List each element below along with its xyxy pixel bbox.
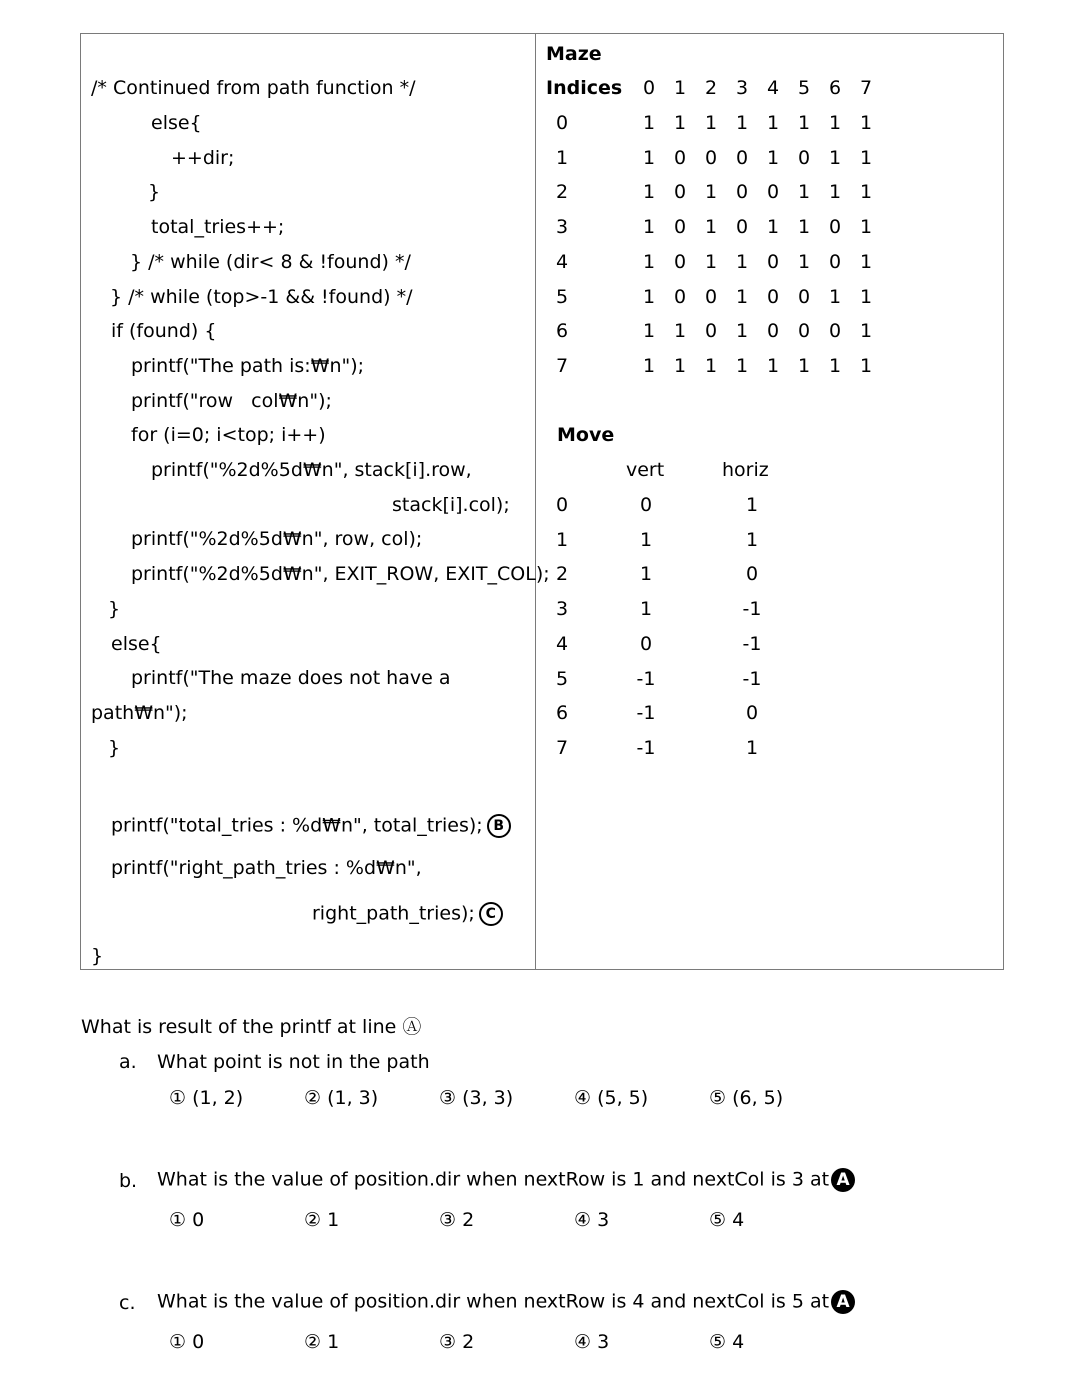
maze-col-header: 0: [642, 77, 656, 99]
code-line-19: }: [108, 737, 121, 759]
maze-cell: 0: [735, 181, 749, 204]
code-line-17: printf("The maze does not have a: [131, 667, 451, 689]
move-horiz-value: 0: [745, 702, 759, 725]
maze-cell: 1: [828, 146, 842, 169]
move-row-index: 1: [555, 528, 569, 551]
maze-col-header: 4: [766, 77, 780, 99]
maze-cell: 0: [673, 285, 687, 308]
question-a-option-2[interactable]: ② (1, 3): [304, 1087, 379, 1109]
question-a-option-3[interactable]: ③ (3, 3): [439, 1087, 514, 1109]
maze-cell: 0: [673, 216, 687, 239]
code-line-0: /* Continued from path function */: [91, 77, 416, 99]
move-vert-value: 1: [639, 563, 653, 586]
maze-cell: 0: [704, 320, 718, 343]
maze-cell: 1: [642, 216, 656, 239]
maze-cell: 1: [673, 320, 687, 343]
question-a-option-4[interactable]: ④ (5, 5): [574, 1087, 649, 1109]
move-vert-value: 0: [639, 632, 653, 655]
maze-cell: 1: [859, 216, 873, 239]
maze-cell: 1: [673, 112, 687, 134]
maze-cell: 1: [704, 216, 718, 239]
move-row-index: 3: [555, 598, 569, 621]
question-c-option-1[interactable]: ① 0: [169, 1331, 205, 1353]
maze-col-header: 6: [828, 77, 842, 99]
question-c-option-4[interactable]: ④ 3: [574, 1331, 610, 1353]
maze-cell: 1: [859, 320, 873, 343]
question-a-label: a.: [119, 1051, 137, 1073]
maze-cell: 1: [828, 181, 842, 204]
question-b-option-1[interactable]: ① 0: [169, 1209, 205, 1231]
maze-cell: 0: [673, 250, 687, 273]
question-c-text: What is the value of position.dir when nextRow is 4 and nextCol is 5 at A: [157, 1290, 855, 1314]
maze-cell: 1: [735, 285, 749, 308]
maze-cell: 1: [642, 112, 656, 134]
maze-cell: 1: [704, 250, 718, 273]
code-line-20: printf("total_tries : %d₩n", total_tries); B: [111, 814, 511, 838]
move-vert-value: -1: [636, 702, 656, 725]
move-horiz-header: horiz: [722, 459, 769, 481]
maze-cell: 1: [704, 181, 718, 204]
maze-cell: 1: [766, 354, 780, 377]
maze-cell: 1: [828, 354, 842, 377]
maze-cell: 1: [735, 250, 749, 273]
code-line-10: for (i=0; i<top; i++): [131, 424, 326, 446]
maze-cell: 1: [766, 216, 780, 239]
question-intro: What is result of the printf at line Ⓐ: [81, 1016, 422, 1038]
maze-cell: 1: [642, 250, 656, 273]
maze-cell: 0: [673, 146, 687, 169]
question-b-option-5[interactable]: ⑤ 4: [709, 1209, 745, 1231]
maze-col-header: 1: [673, 77, 687, 99]
code-line-2: ++dir;: [171, 147, 235, 169]
move-vert-value: -1: [636, 667, 656, 690]
maze-cell: 1: [797, 354, 811, 377]
maze-cell: 1: [797, 250, 811, 273]
maze-col-header: 3: [735, 77, 749, 99]
maze-cell: 0: [673, 181, 687, 204]
maze-col-header: 2: [704, 77, 718, 99]
question-c-option-5[interactable]: ⑤ 4: [709, 1331, 745, 1353]
code-line-21: printf("right_path_tries : %d₩n",: [111, 857, 422, 879]
code-line-3: }: [148, 181, 161, 203]
maze-cell: 0: [828, 216, 842, 239]
maze-cell: 1: [859, 285, 873, 308]
maze-cell: 0: [766, 181, 780, 204]
code-line-5: } /* while (dir< 8 & !found) */: [130, 251, 411, 273]
maze-cell: 0: [828, 320, 842, 343]
maze-cell: 1: [859, 354, 873, 377]
code-line-8: printf("The path is:₩n");: [131, 355, 365, 377]
marker-a-icon: A: [831, 1290, 855, 1314]
move-horiz-value: -1: [742, 598, 762, 621]
maze-cell: 1: [642, 320, 656, 343]
maze-cell: 1: [859, 112, 873, 134]
marker-c-icon: C: [479, 902, 503, 926]
maze-cell: 1: [735, 320, 749, 343]
maze-cell: 1: [859, 146, 873, 169]
move-horiz-value: 1: [745, 494, 759, 516]
maze-cell: 1: [797, 181, 811, 204]
marker-b-icon: B: [487, 814, 511, 838]
question-b-option-2[interactable]: ② 1: [304, 1209, 340, 1231]
code-line-22: right_path_tries); C: [312, 902, 503, 926]
move-vert-value: 0: [639, 494, 653, 516]
maze-cell: 1: [704, 354, 718, 377]
move-row-index: 2: [555, 563, 569, 586]
move-horiz-value: -1: [742, 667, 762, 690]
move-horiz-value: -1: [742, 632, 762, 655]
maze-indices-label: Indices: [546, 77, 623, 99]
maze-col-header: 7: [859, 77, 873, 99]
move-row-index: 0: [555, 494, 569, 516]
question-a-option-5[interactable]: ⑤ (6, 5): [709, 1087, 784, 1109]
move-vert-value: 1: [639, 528, 653, 551]
maze-row-index: 3: [555, 216, 569, 239]
maze-cell: 0: [797, 146, 811, 169]
code-line-6: } /* while (top>-1 && !found) */: [110, 286, 413, 308]
maze-cell: 1: [673, 354, 687, 377]
question-c-option-2[interactable]: ② 1: [304, 1331, 340, 1353]
maze-cell: 1: [828, 285, 842, 308]
maze-row-index: 2: [555, 181, 569, 204]
move-vert-value: -1: [636, 736, 656, 759]
move-horiz-value: 0: [745, 563, 759, 586]
maze-row-index: 1: [555, 146, 569, 169]
code-line-12: stack[i].col);: [392, 494, 510, 516]
question-a-option-1[interactable]: ① (1, 2): [169, 1087, 244, 1109]
maze-cell: 1: [766, 146, 780, 169]
maze-row-index: 6: [555, 320, 569, 343]
code-line-15: }: [108, 598, 121, 620]
maze-row-index: 4: [555, 250, 569, 273]
move-horiz-value: 1: [745, 528, 759, 551]
move-row-index: 7: [555, 736, 569, 759]
maze-cell: 1: [642, 354, 656, 377]
question-b-label: b.: [119, 1170, 138, 1192]
maze-cell: 0: [828, 250, 842, 273]
question-a-text: What point is not in the path: [157, 1051, 430, 1073]
move-horiz-value: 1: [745, 736, 759, 759]
maze-cell: 1: [766, 112, 780, 134]
question-c-label: c.: [119, 1292, 136, 1314]
move-row-index: 5: [555, 667, 569, 690]
code-line-1: else{: [151, 112, 202, 134]
question-b-option-3[interactable]: ③ 2: [439, 1209, 475, 1231]
question-b-text: What is the value of position.dir when nextRow is 1 and nextCol is 3 at A: [157, 1168, 855, 1192]
maze-cell: 1: [859, 181, 873, 204]
move-vert-header: vert: [626, 459, 665, 481]
maze-row-index: 5: [555, 285, 569, 308]
maze-cell: 1: [797, 216, 811, 239]
code-line-18: path₩n");: [91, 702, 188, 724]
maze-cell: 0: [766, 320, 780, 343]
marker-a-icon: A: [831, 1168, 855, 1192]
maze-col-header: 5: [797, 77, 811, 99]
move-row-index: 4: [555, 632, 569, 655]
maze-cell: 1: [735, 112, 749, 134]
code-line-11: printf("%2d%5d₩n", stack[i].row,: [151, 459, 472, 481]
maze-cell: 1: [642, 146, 656, 169]
maze-cell: 1: [704, 112, 718, 134]
maze-cell: 0: [735, 216, 749, 239]
code-line-4: total_tries++;: [151, 216, 285, 238]
table-divider: [535, 33, 536, 970]
maze-cell: 0: [704, 146, 718, 169]
move-row-index: 6: [555, 702, 569, 725]
maze-cell: 1: [735, 354, 749, 377]
maze-cell: 0: [704, 285, 718, 308]
code-line-13: printf("%2d%5d₩n", row, col);: [131, 528, 423, 550]
code-line-9: printf("row col₩n");: [131, 390, 332, 412]
maze-cell: 0: [766, 285, 780, 308]
code-line-23: }: [91, 945, 104, 967]
code-line-14: printf("%2d%5d₩n", EXIT_ROW, EXIT_COL);: [131, 563, 550, 585]
code-line-16: else{: [111, 633, 162, 655]
maze-cell: 0: [735, 146, 749, 169]
maze-cell: 0: [766, 250, 780, 273]
question-b-option-4[interactable]: ④ 3: [574, 1209, 610, 1231]
maze-cell: 1: [828, 112, 842, 134]
maze-cell: 1: [642, 285, 656, 308]
maze-cell: 1: [797, 112, 811, 134]
maze-cell: 0: [797, 320, 811, 343]
maze-title: Maze: [546, 43, 602, 65]
maze-row-index: 7: [555, 354, 569, 377]
move-title: Move: [557, 424, 615, 446]
maze-cell: 0: [797, 285, 811, 308]
maze-row-index: 0: [555, 112, 569, 134]
move-vert-value: 1: [639, 598, 653, 621]
question-c-option-3[interactable]: ③ 2: [439, 1331, 475, 1353]
code-line-7: if (found) {: [111, 320, 217, 342]
maze-cell: 1: [859, 250, 873, 273]
maze-cell: 1: [642, 181, 656, 204]
